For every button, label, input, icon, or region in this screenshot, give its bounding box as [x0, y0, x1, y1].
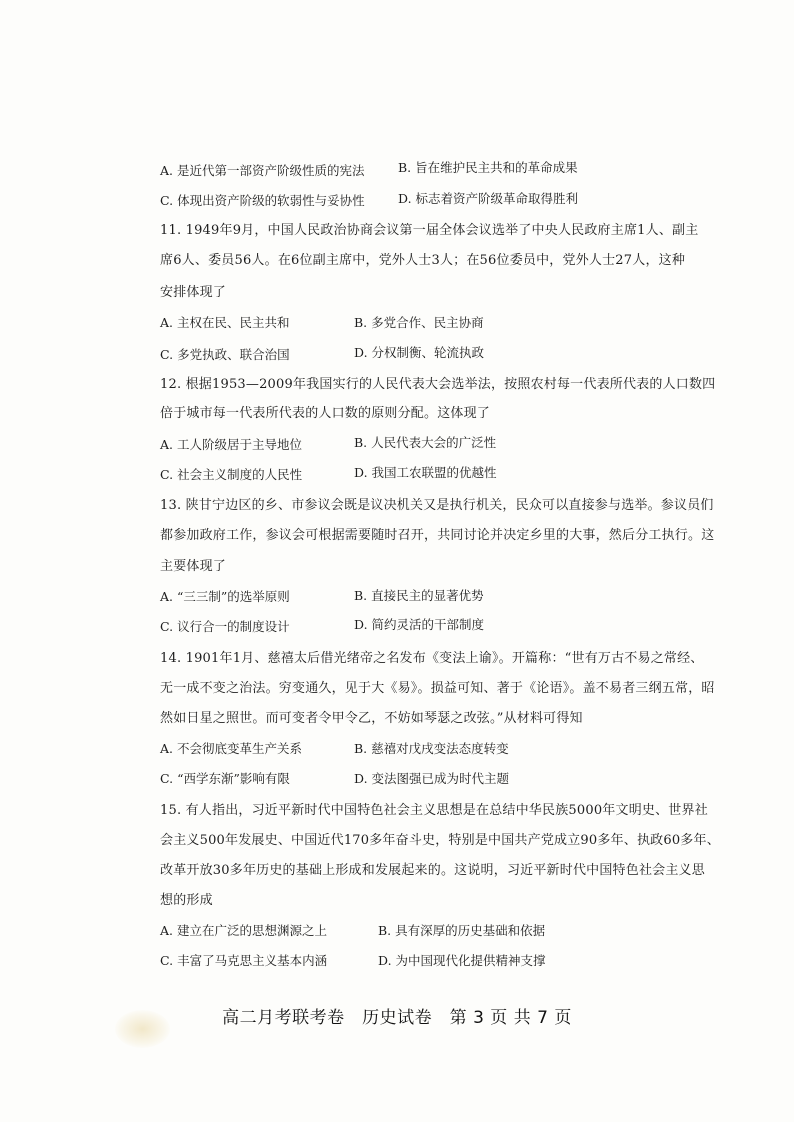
q12-stem-line-1: 12. 根据1953—2009年我国实行的人民代表大会选举法，按照农村每一代表所代表的人口数四 — [160, 377, 716, 392]
q13-option-b: B. 直接民主的显著优势 — [354, 588, 484, 603]
q15-option-a: A. 建立在广泛的思想渊源之上 — [160, 923, 327, 938]
q11-option-c: C. 多党执政、联合治国 — [160, 347, 290, 362]
q15-option-d: D. 为中国现代化提供精神支撑 — [378, 953, 546, 968]
q10-option-c: C. 体现出资产阶级的软弱性与妥协性 — [160, 193, 365, 208]
q15-option-c: C. 丰富了马克思主义基本内涵 — [160, 953, 328, 968]
q15-option-b: B. 具有深厚的历史基础和依据 — [378, 923, 546, 938]
q12-stem-line-2: 倍于城市每一代表所代表的人口数的原则分配。这体现了 — [160, 406, 491, 421]
q15-stem-line-3: 改革开放30多年历史的基础上形成和发展起来的。这说明，习近平新时代中国特色社会主义思 — [160, 863, 705, 878]
q14-stem-line-1: 14. 1901年1月、慈禧太后借光绪帝之名发布《变法上谕》。开篇称：“世有万古不易之常经、 — [160, 651, 704, 666]
q13-option-c: C. 议行合一的制度设计 — [160, 619, 290, 634]
q15-stem-line-4: 想的形成 — [160, 893, 213, 908]
q11-option-d: D. 分权制衡、轮流执政 — [354, 345, 485, 360]
q11-option-a: A. 主权在民、民主共和 — [160, 315, 290, 330]
q12-option-a: A. 工人阶级居于主导地位 — [160, 437, 302, 452]
q15-stem-line-2: 会主义500年发展史、中国近代170多年奋斗史，特别是中国共产党成立90多年、执政60多年、 — [160, 833, 720, 848]
q11-stem-line-1: 11. 1949年9月，中国人民政治协商会议第一届全体会议选举了中央人民政府主席1人、副主 — [160, 223, 699, 238]
q14-stem-line-3: 然如日星之照世。而可变者令甲令乙，不妨如琴瑟之改弦。”从材料可得知 — [160, 711, 583, 726]
q12-option-c: C. 社会主义制度的人民性 — [160, 467, 303, 482]
q13-option-a: A. “三三制”的选举原则 — [160, 589, 290, 604]
q10-option-b: B. 旨在维护民主共和的革命成果 — [398, 160, 578, 175]
q10-option-d: D. 标志着资产阶级革命取得胜利 — [398, 191, 579, 206]
q13-stem-line-2: 都参加政府工作，参议会可根据需要随时召开，共同讨论并决定乡里的大事，然后分工执行。这 — [160, 528, 715, 543]
q10-option-a: A. 是近代第一部资产阶级性质的宪法 — [160, 163, 365, 178]
q11-option-b: B. 多党合作、民主协商 — [354, 315, 484, 330]
q14-option-c: C. “西学东渐”影响有限 — [160, 771, 290, 786]
q13-stem-line-1: 13. 陕甘宁边区的乡、市参议会既是议决机关又是执行机关，民众可以直接参与选举。参议员们 — [160, 498, 714, 513]
page-footer: 高二月考联考卷 历史试卷 第 3 页 共 7 页 — [222, 1008, 572, 1028]
q14-option-d: D. 变法图强已成为时代主题 — [354, 771, 510, 786]
q12-option-b: B. 人民代表大会的广泛性 — [354, 435, 497, 450]
q13-stem-line-3: 主要体现了 — [160, 559, 227, 574]
q12-option-d: D. 我国工农联盟的优越性 — [354, 465, 497, 480]
q13-option-d: D. 简约灵活的干部制度 — [354, 617, 485, 632]
q11-stem-line-3: 安排体现了 — [160, 285, 227, 300]
q11-stem-line-2: 席6人、委员56人。在6位副主席中，党外人士3人；在56位委员中，党外人士27人，这种 — [160, 253, 686, 268]
q14-option-a: A. 不会彻底变革生产关系 — [160, 741, 302, 756]
q15-stem-line-1: 15. 有人指出，习近平新时代中国特色社会主义思想是在总结中华民族5000年文明史、世界社 — [160, 803, 708, 818]
q14-stem-line-2: 无一成不变之治法。穷变通久，见于大《易》。损益可知、著于《论语》。盖不易者三纲五常，昭 — [160, 681, 715, 696]
q14-option-b: B. 慈禧对戊戌变法态度转变 — [354, 741, 509, 756]
